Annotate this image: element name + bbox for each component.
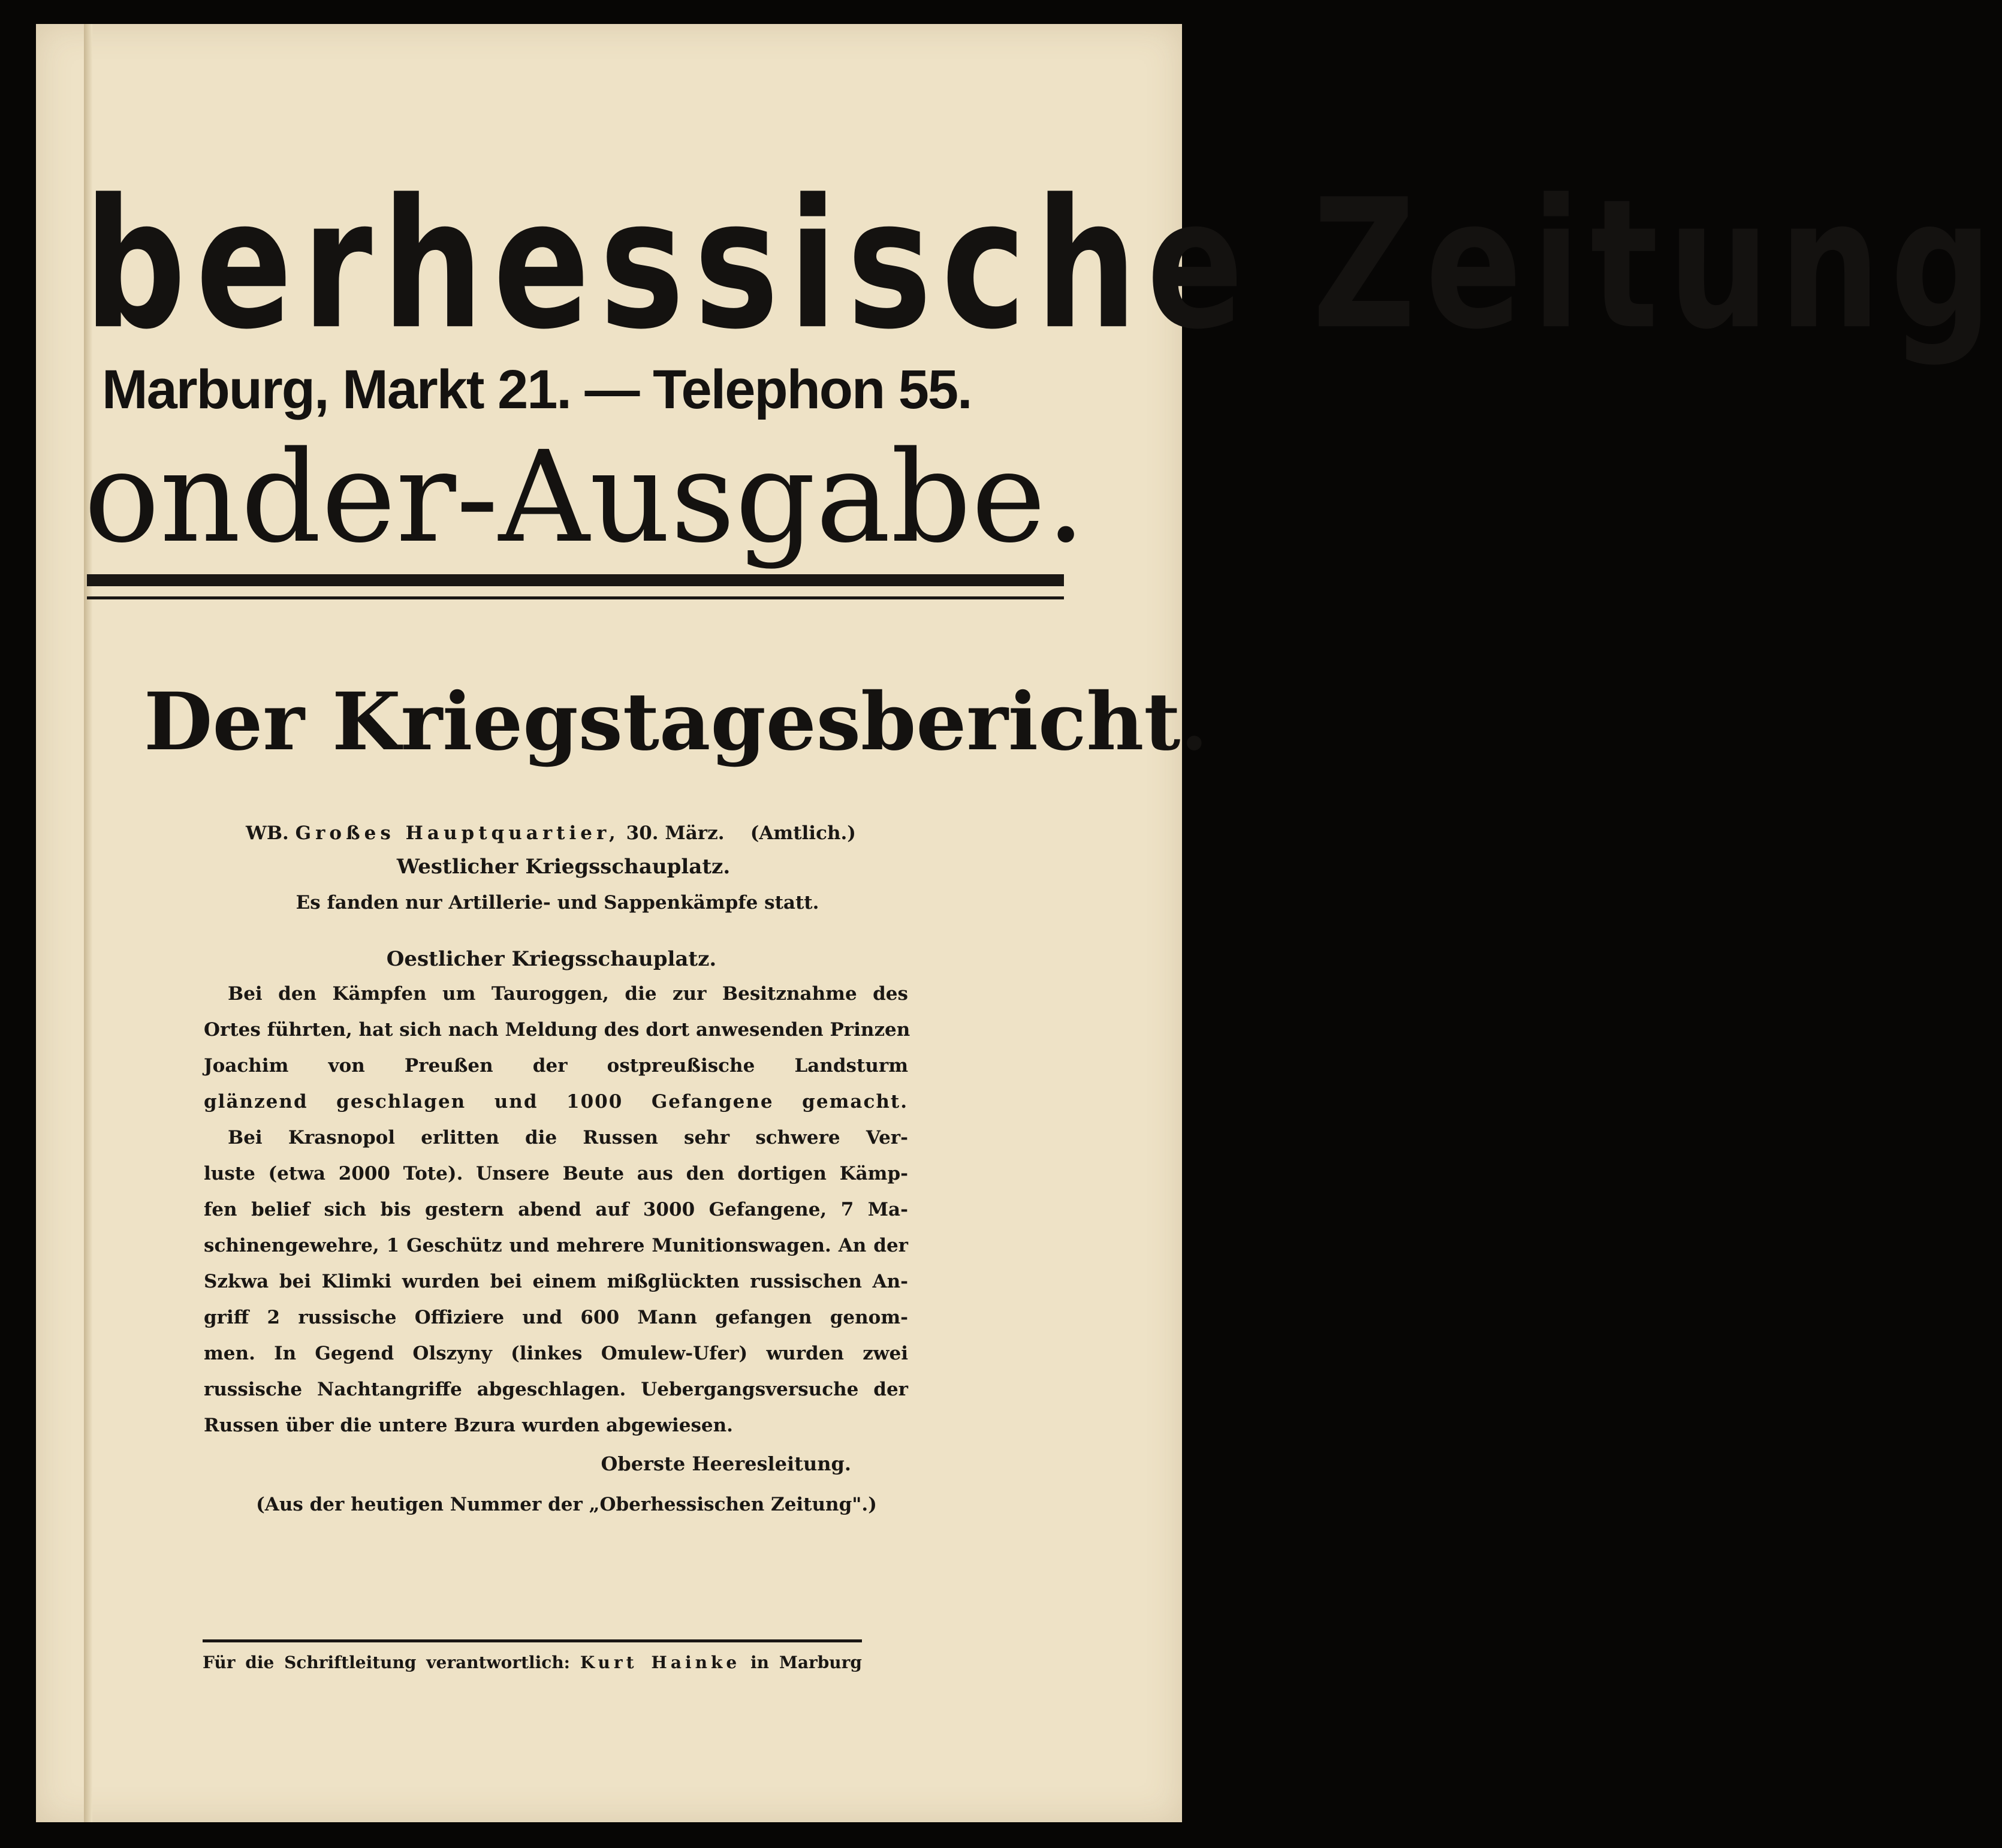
east-line: glänzend geschlagen und 1000 Gefangene gemacht.	[204, 1091, 908, 1113]
east-line: men. In Gegend Olszyny (linkes Omulew-Ufer) wurden zwei	[204, 1343, 908, 1364]
masthead-rule-thick	[87, 574, 1064, 586]
dispatch-date: 30. März.	[626, 822, 725, 844]
east-line: luste (etwa 2000 Tote). Unsere Beute aus den dortigen Kämp-	[204, 1163, 908, 1184]
masthead-title: berhessische Zeitung	[84, 161, 2002, 369]
imprint-editor: Kurt Hainke	[580, 1653, 741, 1672]
imprint-suffix: in Marburg	[750, 1653, 862, 1672]
dispatch-note: (Amtlich.)	[750, 822, 856, 844]
masthead-address: Marburg, Markt 21. — Telephon 55.	[102, 359, 972, 420]
east-line: schinengewehre, 1 Geschütz und mehrere Munitionswagen. An der	[204, 1235, 908, 1256]
report-headline: Der Kriegstagesbericht.	[144, 676, 1208, 768]
east-line: russische Nachtangriffe abgeschlagen. Uebergangsversuche der	[204, 1379, 908, 1400]
east-line-last: Russen über die untere Bzura wurden abgewiesen.	[204, 1415, 733, 1436]
east-line: Szkwa bei Klimki wurden bei einem mißglückten russischen An-	[204, 1271, 908, 1292]
imprint-prefix: Für die Schriftleitung verantwortlich:	[203, 1653, 571, 1672]
special-edition-title: onder-Ausgabe.	[84, 424, 1086, 571]
footer-rule	[203, 1639, 862, 1642]
east-line: Joachim von Preußen der ostpreußische Landsturm	[204, 1055, 908, 1077]
east-line: fen belief sich bis gestern abend auf 3000 Gefangene, 7 Ma-	[204, 1199, 908, 1220]
imprint-footer	[203, 1650, 862, 1676]
east-heading: Oestlicher Kriegsschauplatz.	[386, 947, 717, 971]
east-line: Ortes führten, hat sich nach Meldung des dort anwesenden Prinzen	[204, 1019, 910, 1041]
dispatch-agency: WB.	[246, 822, 289, 844]
dispatch-place: Großes Hauptquartier,	[295, 822, 620, 844]
source-note: (Aus der heutigen Nummer der „Oberhessischen Zeitung".)	[256, 1494, 877, 1515]
east-line: Bei den Kämpfen um Tauroggen, die zur Besitznahme des	[228, 983, 908, 1005]
dispatch-dateline	[246, 815, 935, 851]
signature: Oberste Heeresleitung.	[601, 1452, 851, 1475]
west-heading: Westlicher Kriegsschauplatz.	[396, 855, 731, 879]
east-line: griff 2 russische Offiziere und 600 Mann gefangen genom-	[204, 1307, 908, 1328]
east-line: Bei Krasnopol erlitten die Russen sehr schwere Ver-	[228, 1127, 908, 1148]
masthead-rule-thin	[87, 596, 1064, 599]
west-text: Es fanden nur Artillerie- und Sappenkämpfe statt.	[296, 892, 819, 914]
